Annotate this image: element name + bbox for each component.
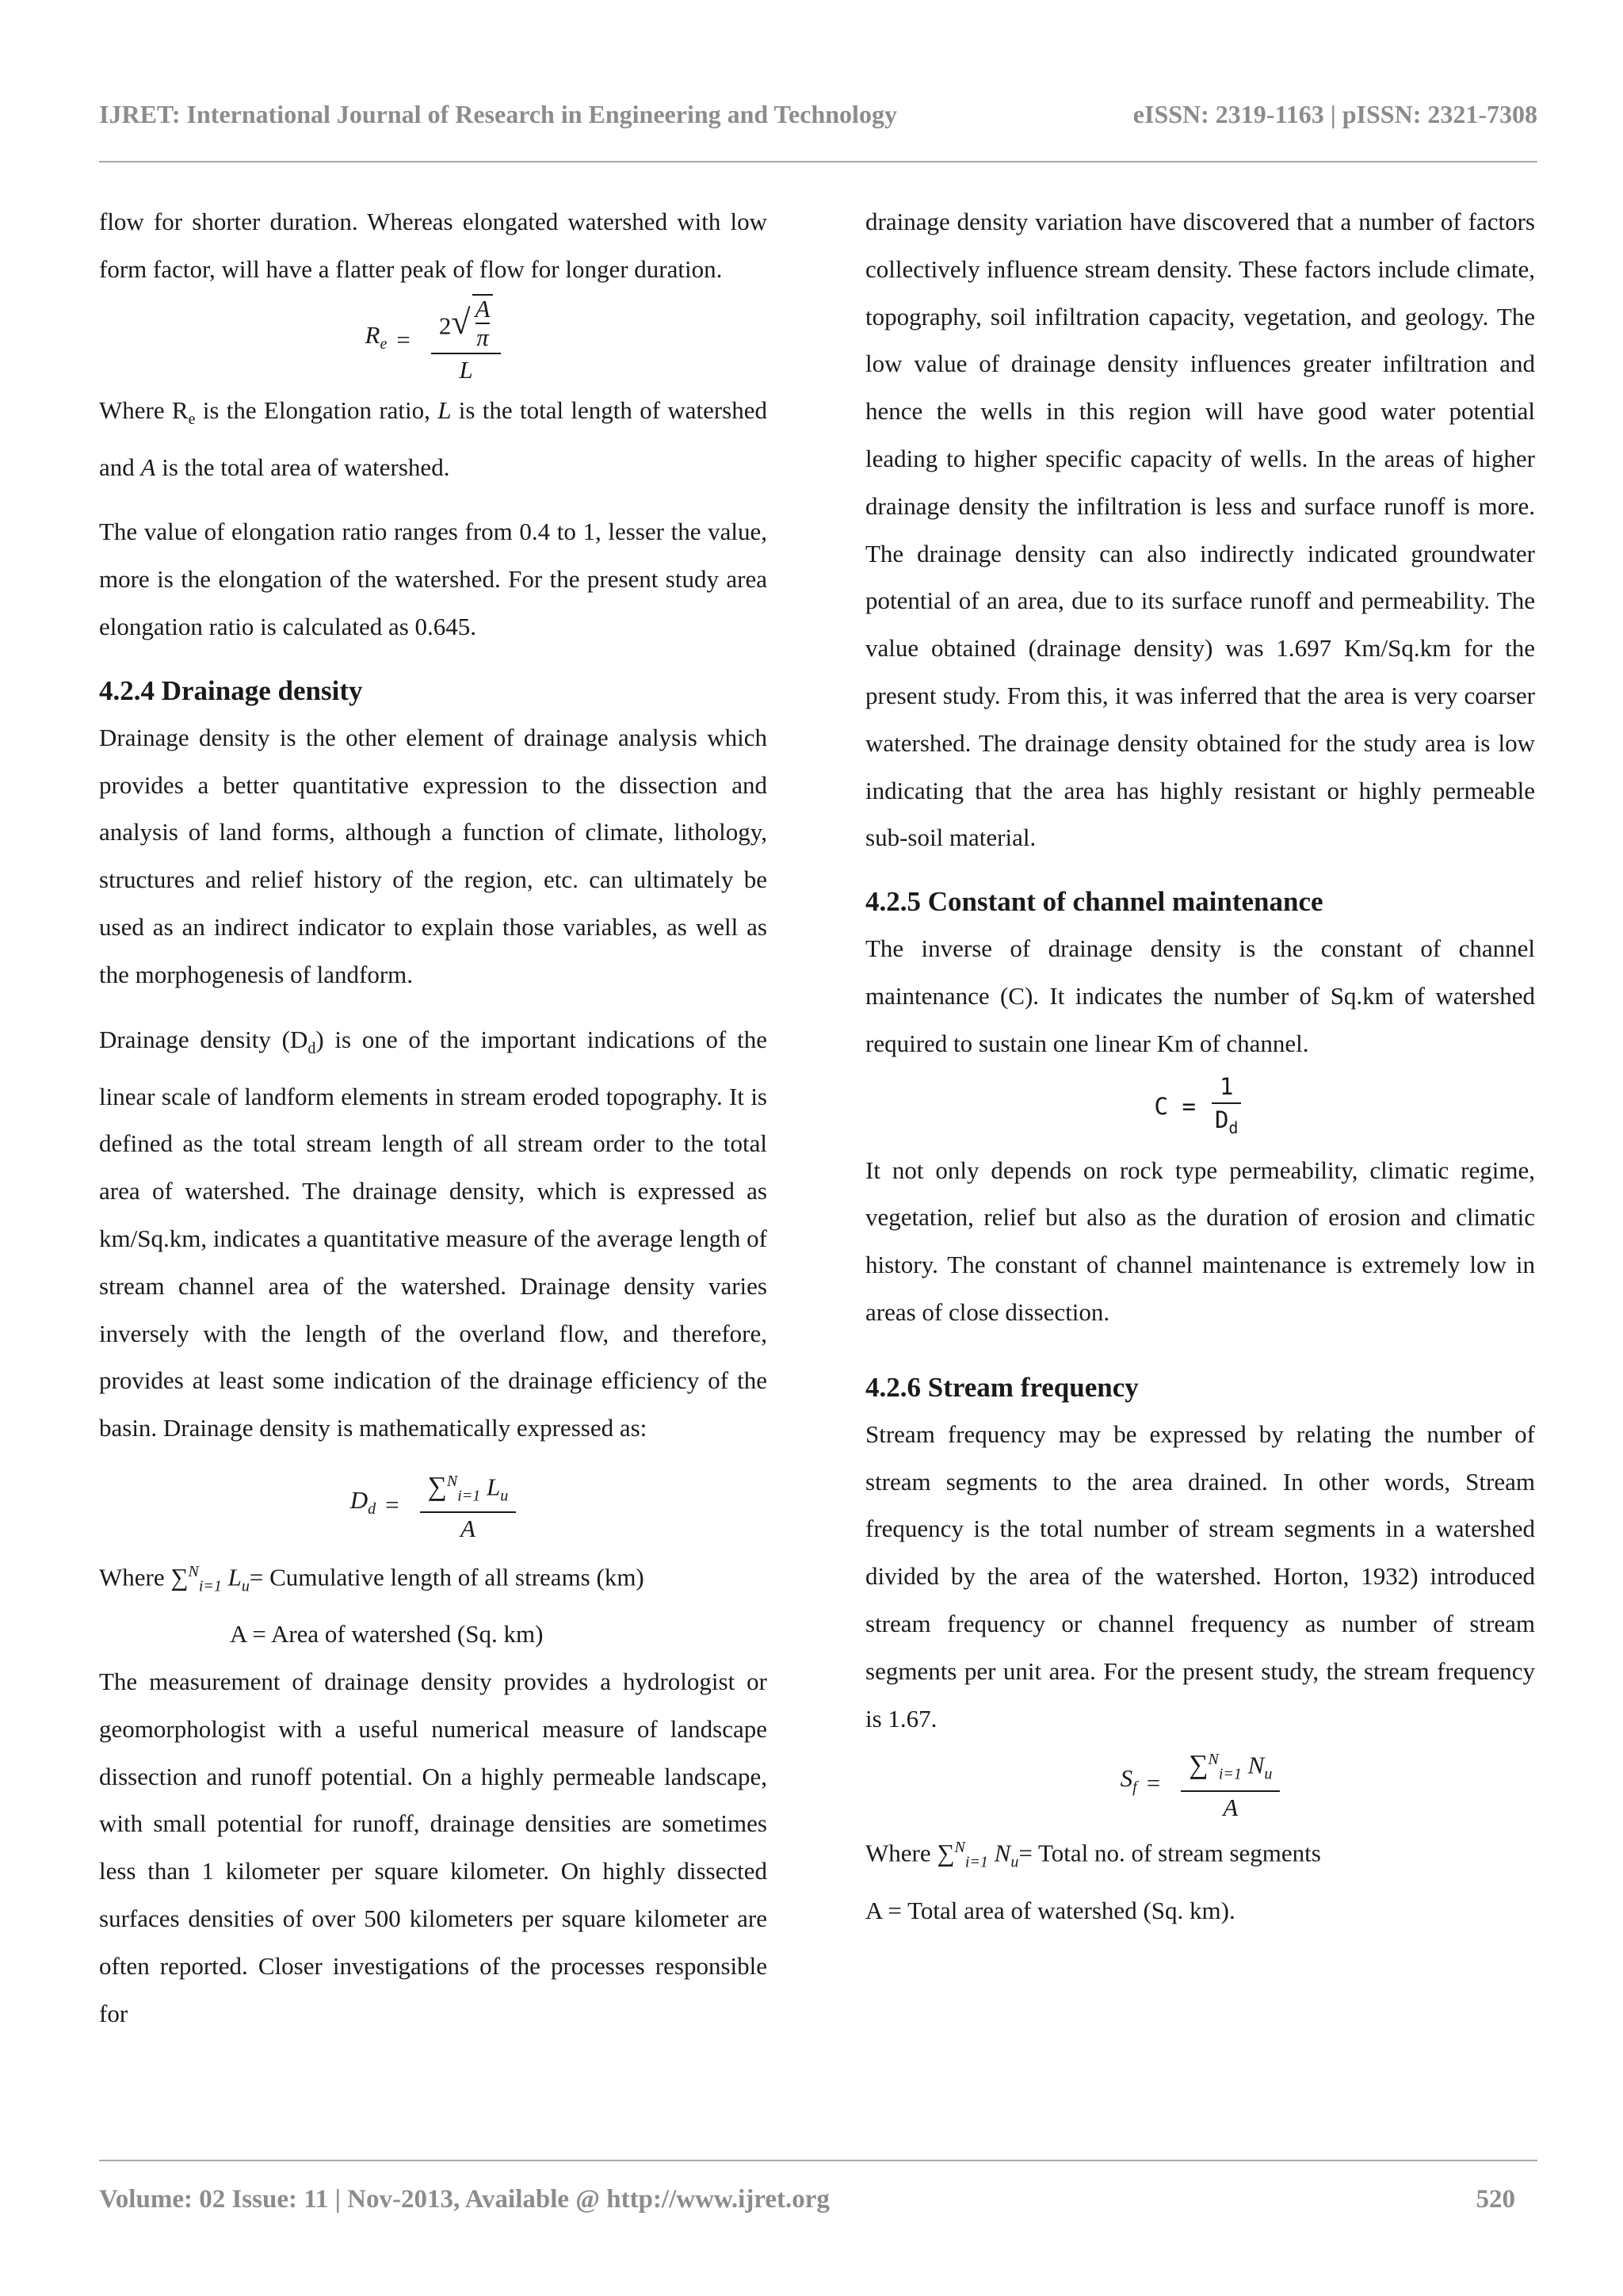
channel-maintenance-equation: C = $\frac{1}{D_d}$ [865,1068,1535,1147]
footer-rule [99,2160,1537,2161]
section-heading-4-2-4: 4.2.4 Drainage density [99,674,363,706]
paragraph: The measurement of drainage density provides a hydrologist or geomorphologist with a useful numerical measure of landscape dissection and runoff potential. On a highly permeable landscape, with small potential for runoff, drainage densities are sometimes less than 1 kilometer per square kilometer. On highly dissected surfaces densities of over 500 kilometers per square kilometer are often reported. Closer investigations of the processes responsible for [99,1668,767,2027]
running-footer [99,2182,1537,2217]
right-column [865,198,1535,1934]
header-rule [99,161,1537,162]
paragraph: Drainage density $(D_d)$ is one of the important indications of the linear scale of landform elements in stream eroded topography. It is defined as the total stream length of all stream order to the total area of watershed. The drainage density, which is expressed as km/Sq.km, indicates a quantitative measure of the average length of stream channel area of the watershed. Drainage density varies inversely with the length of the overland flow, and therefore, provides at least some indication of the drainage efficiency of the basin. Drainage density is mathematically expressed as: [99,1025,767,1442]
drainage-density-equation: $D_d$ = $\frac{\sum^N_{i=1} L_u}{A}$ [99,1461,767,1549]
paragraph: flow for shorter duration. Whereas elongated watershed with low form factor, will have a flatter peak of flow for longer duration. [99,208,767,283]
paragraph: The value of elongation ratio ranges from 0.4 to 1, lesser the value, more is the elongation of the watershed. For the present study area elongation ratio is calculated as 0.645. [99,518,767,640]
paragraph: The inverse of drainage density is the constant of channel maintenance (C). It indicates the number of Sq.km of watershed required to sustain one linear Km of channel. [865,934,1535,1057]
paragraph: Drainage density is the other element of drainage analysis which provides a better quantitative expression to the dissection and analysis of land forms, although a function of climate, lithology, structures and relief history of the region, etc. can ultimately be used as an indirect indicator to explain those variables, as well as the morphogenesis of landform. [99,723,767,988]
paragraph: drainage density variation have discovered that a number of factors collectively influence stream density. These factors include climate, topography, soil infiltration capacity, vegetation, and geology. The low value of drainage density influences greater infiltration and hence the wells in this region will have good water potential leading to higher specific capacity of wells. In the areas of higher drainage density the infiltration is less and surface runoff is more. The drainage density can also indirectly indicated groundwater potential of an area, due to its surface runoff and permeability. The value obtained (drainage density) was 1.697 Km/Sq.km for the present study. From this, it was inferred that the area is very coarser watershed. The drainage density obtained for the study area is low indicating that the area has highly resistant or highly permeable sub-soil material. [865,208,1535,852]
equation-legend: Where ∑$^N_{i=1}$ $N_u=$ Total no. of stream segments [865,1839,1321,1871]
section-heading-4-2-6: 4.2.6 Stream frequency [865,1371,1139,1403]
paragraph: Stream frequency may be expressed by relating the number of stream segments to the area drained. In other words, Stream frequency is the total number of stream segments in a watershed divided by the area of the watershed. Horton, 1932) introduced stream frequency or channel frequency as number of stream segments per unit area. For the present study, the stream frequency is 1.67. [865,1419,1535,1733]
running-header [99,98,1537,130]
section-heading-4-2-5: 4.2.5 Constant of channel maintenance [865,886,1323,918]
issn-info: eISSN: 2319-1163 | pISSN: 2321-7308 [1132,99,1537,128]
journal-title: IJRET: International Journal of Research in Engineering and Technology [99,99,897,128]
equation-legend-area: A = Total area of watershed (Sq. km). [865,1896,1235,1924]
elongation-ratio-equation: $R_e$ = 2 √ A π L [99,293,767,387]
page-number: 520 [1476,2184,1515,2214]
equation-legend: Where ∑$^N_{i=1}$ $L_u=$ Cumulative length of all streams (km) [99,1562,644,1595]
stream-frequency-equation: $S_f$ = $\frac{\sum^N_{i=1} N_u}{A}$ [865,1742,1535,1824]
paragraph: It not only depends on rock type permeability, climatic regime, vegetation, relief but also as the duration of erosion and climatic history. The constant of channel maintenance is extremely low in areas of close dissection. [865,1156,1535,1326]
volume-info: Volume: 02 Issue: 11 | Nov-2013, Available @ http://www.ijret.org [99,2184,830,2214]
equation-legend-area: A = Area of watershed (Sq. km) [230,1620,544,1648]
paragraph: Where $R_e$ is the Elongation ratio, L is the total length of watershed and A is the total area of watershed. [99,395,768,481]
left-column [99,198,767,2037]
